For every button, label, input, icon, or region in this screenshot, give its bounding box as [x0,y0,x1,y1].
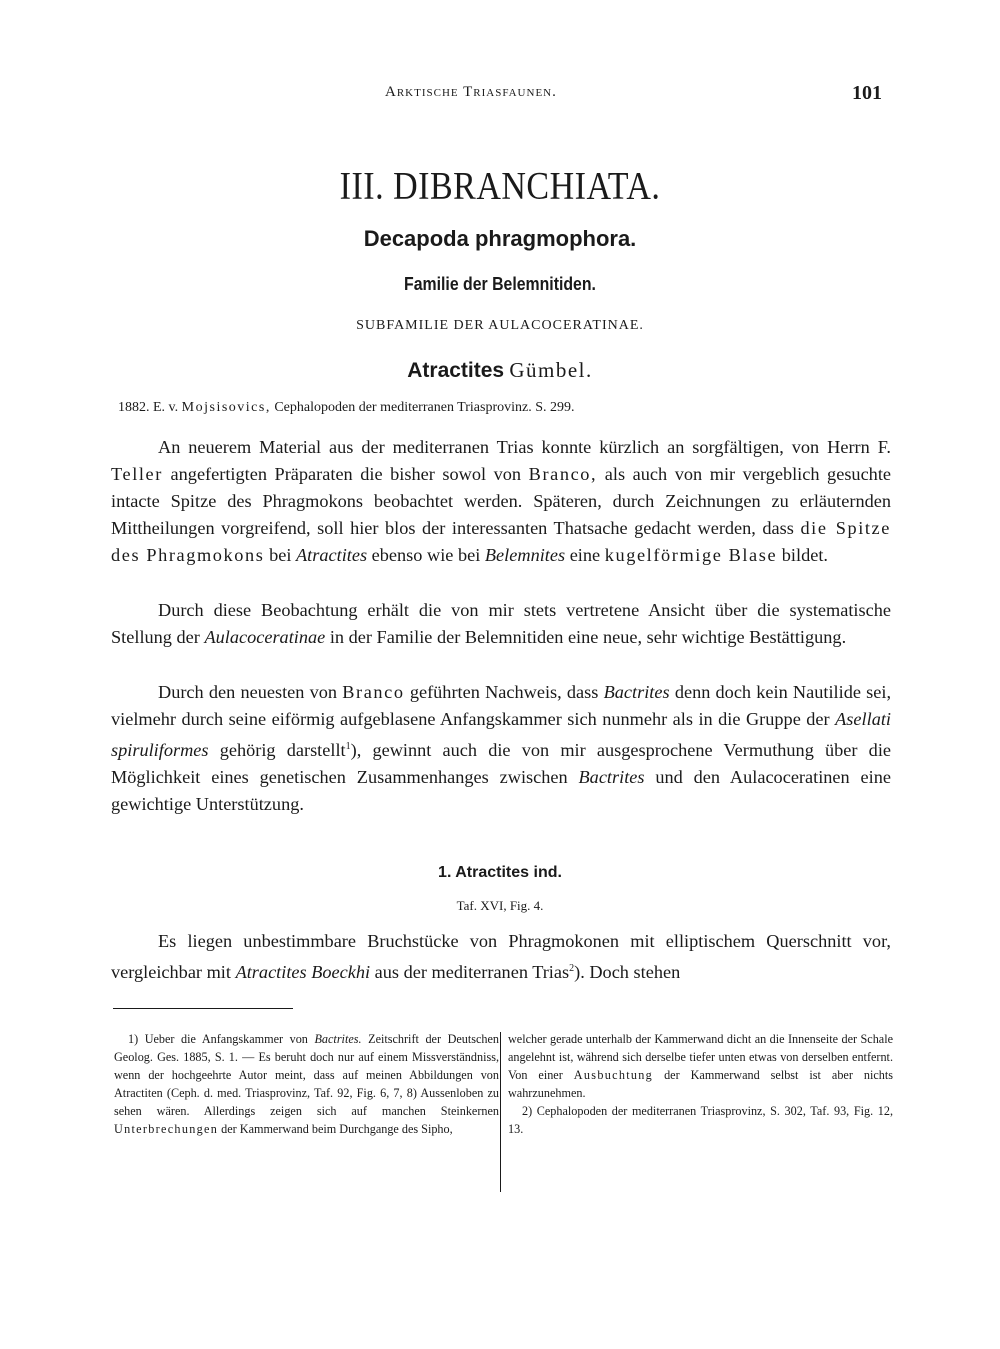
order-heading: Decapoda phragmophora. [363,226,637,251]
page-number: 101 [852,82,882,104]
fn1-bactrites: Bactrites. [314,1032,362,1046]
family-heading: Familie der Belemnitiden. [404,274,596,294]
p1-text-d: bei [269,545,292,565]
paragraph-1 [111,434,891,569]
paragraph-3 [111,679,891,818]
column-divider [500,1032,501,1192]
footnote-2: 2) Cephalopoden der mediterranen Triasprovinz, S. 302, Taf. 93, Fig. 12, 13. [508,1104,893,1136]
p1-text-b: angefertigten Präparaten die bisher sowol von [170,464,522,484]
p3-bactrites-1: Bactrites [603,682,670,702]
footnote-marker-1: 1 [345,741,351,752]
fn1-text-a: 1) Ueber die Anfangskammer von [128,1032,308,1046]
p1-spaced-2: kugelförmige Blase [604,545,778,565]
fn1-spaced: Unterbrechungen [114,1122,219,1136]
reference-year: 1882. [118,400,150,415]
species-heading: 1. Atractites ind. [438,864,562,881]
p1-teller: Teller [111,464,163,484]
fn1c-spaced: Ausbuchtung [573,1068,654,1082]
p3-asellati: Asellati spiruliformes [111,709,891,761]
p1-text-c: als auch von mir vergeblich gesuchte intacte Spitze des Phragmokons beobachtet werden. Späteren, durch Zeichnungen zu erläuternden Mittheilungen vorgreifend, soll hier blos der interessanten Thatsache gedacht werden, dass [111,464,892,538]
genus-name: Atractites [407,359,505,382]
running-title: Arktische Triasfaunen. [385,84,557,100]
fn1c-text-a: welcher gerade unterhalb der Kammerwand dicht an die Innenseite der Schale angelehnt ist, während sich derselbe tiefer unten etwas von derselben entfernt. Von einer [508,1032,893,1082]
paragraph-2 [111,597,891,651]
p4-text-a: Es liegen unbestimmbare Bruchstücke von Phragmokonen mit elliptischem Querschnitt vor, vergleichbar mit [111,931,891,983]
p2-aulacoceratinae: Aulacoceratinae [204,627,326,647]
footnote-1-continued [508,1030,893,1102]
p3-text-d: gehörig darstellt [219,740,346,761]
subfamily-heading: SUBFAMILIE DER AULACOCERATINAE. [356,318,644,333]
p2-text-a: Durch diese Beobachtung erhält die von mir stets vertretene Ansicht über die systematische Stellung der [111,600,891,647]
p1-text-f: eine [569,545,601,565]
section-title: III. DIBRANCHIATA. [339,165,661,208]
p1-spaced-1: die Spitze des Phragmokons [111,518,891,565]
p3-bactrites-2: Bactrites [578,767,645,788]
p4-text-b: aus der mediterranen Trias [374,962,570,983]
p1-text-a: An neuerem Material aus der mediterranen Trias konnte kürzlich an sorgfältigen, von Herrn F. [158,437,891,457]
p1-branco: Branco, [528,464,598,484]
footnote-1 [114,1030,499,1138]
footnote-separator [113,1008,293,1009]
reference-text: Cephalopoden der mediterranen Triasprovinz. S. 299. [274,400,575,415]
genus-author: Gümbel. [509,358,593,382]
p4-text-c: ). Doch stehen [574,962,681,983]
paragraph-4 [111,928,891,986]
fn1c-text-b: der Kammerwand selbst ist aber nichts wahrzunehmen. [508,1068,894,1100]
fn1-text-c: der Kammerwand beim Durchgange des Sipho, [221,1122,453,1136]
p3-text-b: geführten Nachweis, dass [409,682,599,702]
p3-text-f: und den Aulacoceratinen eine gewichtige Unterstützung. [111,767,891,815]
fn1-text-b: Zeitschrift der Deutschen Geolog. Ges. 1885, S. 1. — Es beruht doch nur auf einem Missverständniss, wenn der hochgeehrte Autor meint, dass auf meinen Abbildungen von Atractiten (Ceph. d. med. Triasprovinz, Taf. 92, Fig. 6, 7, 8) Aussenloben zu sehen wären. Allerdings zeigen sich auf manchen Steinkernen [114,1032,500,1118]
reference-author: Mojsisovics, [181,400,271,415]
reference-author-prefix: E. v. [153,400,179,415]
footnote-marker-2: 2 [569,963,575,974]
p3-text-a: Durch den neuesten von [158,682,338,702]
footnote-column-right [508,1030,893,1138]
p1-atractites: Atractites [296,545,368,565]
genus-heading [0,358,1000,383]
p2-text-b: in der Familie der Belemnitiden eine neue, sehr wichtige Bestättigung. [329,627,847,647]
footnote-column-left [114,1030,499,1138]
p1-text-g: bildet. [781,545,828,565]
p3-text-c: denn doch kein Nautilide sei, vielmehr durch seine eiförmig aufgeblasene Anfangskammer sich nunmehr als in die Gruppe der [111,682,892,729]
literature-reference [118,400,888,416]
p4-boeckhi: Atractites Boeckhi [235,962,371,983]
p1-belemnites: Belemnites [484,545,566,565]
p3-branco: Branco [342,682,405,702]
plate-reference: Taf. XVI, Fig. 4. [456,898,544,913]
p1-text-e: ebenso wie bei [371,545,481,565]
p3-text-e: ), gewinnt auch die von mir ausgesprochene Vermuthung über die Möglichkeit eines genetischen Zusammenhanges zwischen [111,740,892,788]
